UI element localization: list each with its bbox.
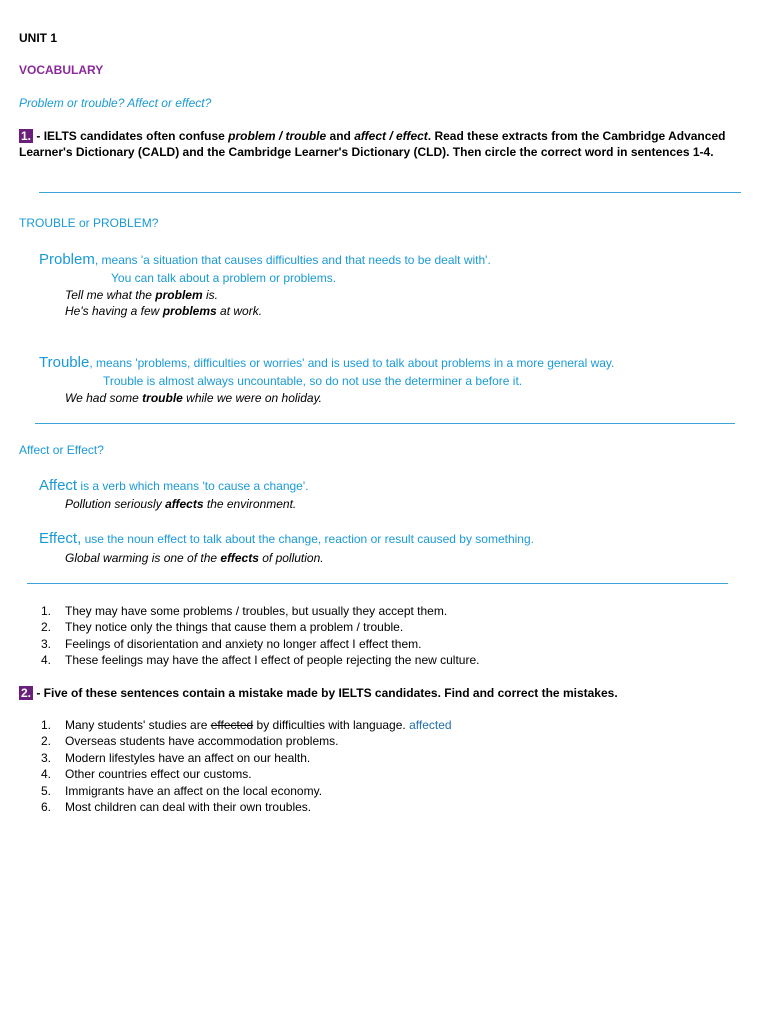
item-number: 3. [41,636,52,651]
ex-text: Pollution seriously [65,497,166,511]
unit-title: UNIT 1 [19,31,58,45]
exercise-1-number: 1. [21,129,32,143]
ex-text: Global warming is one of the [65,551,221,565]
problem-example-2 [65,303,262,319]
affect-example [65,496,296,512]
item-number: 6. [41,799,52,814]
list-item [19,783,452,799]
list-item [19,636,479,652]
effect-example [65,550,324,566]
item-number: 1. [41,718,52,732]
ex-text: the environment. [203,497,297,511]
item-text: Modern lifestyles have an affect on our health. [65,750,311,765]
trouble-def: , means 'problems, difficulties or worries' and is used to talk about problems in a more general way. [89,356,615,370]
ex-text: of pollution. [258,551,324,565]
divider [39,192,741,193]
trouble-definition [39,355,614,371]
problem-definition [39,252,491,268]
affect-word: Affect [39,477,78,494]
item-number: 1. [41,604,52,618]
list-item [19,619,479,635]
ex-keyword: problems [162,304,217,318]
instr-part-2: problem / trouble [228,129,327,143]
item-text: These feelings may have the affect I effect of people rejecting the new culture. [65,653,480,668]
ex-keyword: trouble [142,391,183,405]
item-text: Most children can deal with their own troubles. [65,799,312,814]
problem-word: Problem [39,251,95,268]
item-number: 3. [41,750,52,765]
ex-text: He's having a few [65,304,163,318]
item-text: They notice only the things that cause them a problem / trouble. [65,620,404,635]
trouble-note: Trouble is almost always uncountable, so do not use the determiner a before it. [103,374,523,388]
correction-word: affected [409,718,452,732]
instr-part-5: . Read these extracts from the Cambridge Advanced [427,129,726,143]
ex-text: at work. [216,304,263,318]
struck-word: effected [210,718,254,732]
affect-def: is a verb which means 'to cause a change'. [77,479,309,493]
item-number: 2. [41,734,52,749]
problem-note: You can talk about a problem or problems. [111,271,337,285]
exercise-2-number: 2. [21,686,32,700]
instr-text: - Five of these sentences contain a mistake made by IELTS candidates. Find and correct the mistakes. [33,686,618,700]
item-text: Immigrants have an affect on the local economy. [65,783,323,798]
effect-word: Effect, [39,530,82,547]
item-text: Feelings of disorientation and anxiety no longer affect I effect them. [65,636,422,651]
divider [35,423,735,424]
list-item [19,603,479,619]
item-number: 4. [41,653,52,668]
ex-text: We had some [65,391,143,405]
list-item [19,652,479,668]
list-item [19,799,452,815]
item-text: by difficulties with language. [253,718,410,732]
list-item [19,717,452,733]
ex-keyword: problem [155,288,203,302]
ex-keyword: affects [165,497,204,511]
ex-text: is. [202,288,218,302]
trouble-example [65,390,322,406]
instr-part-3: and [326,129,355,143]
section-title: VOCABULARY [19,63,104,77]
instr-dash: - [33,129,44,143]
affect-effect-heading: Affect or Effect? [19,443,104,457]
effect-definition [39,531,534,547]
exercise-1-sentences [19,603,479,669]
instr-part-4: affect / effect [354,129,428,143]
subtitle: Problem or trouble? Affect or effect? [19,96,212,110]
item-text: Other countries effect our customs. [65,767,252,782]
list-item [19,733,452,749]
affect-definition [39,478,308,494]
ex-text: while we were on holiday. [182,391,323,405]
effect-def: use the noun effect to talk about the change, reaction or result caused by something. [81,532,534,546]
item-number: 4. [41,767,52,782]
item-number: 5. [41,783,52,798]
exercise-2-instruction [19,685,618,701]
trouble-word: Trouble [39,354,90,371]
divider [27,583,728,584]
problem-def: , means 'a situation that causes difficulties and that needs to be dealt with'. [94,253,491,267]
list-item [19,750,452,766]
ex-text: Tell me what the [65,288,156,302]
ex-keyword: effects [220,551,259,565]
item-text: Many students' studies are [65,718,211,732]
exercise-1-instruction [19,128,725,144]
exercise-2-sentences [19,717,452,815]
list-item [19,766,452,782]
instr-part-1: IELTS candidates often confuse [43,129,229,143]
exercise-1-instruction-line2: Learner's Dictionary (CALD) and the Cambridge Learner's Dictionary (CLD). Then circle the correct word in sentences 1-4. [19,145,714,159]
item-text: They may have some problems / troubles, but usually they accept them. [65,604,448,618]
item-text: Overseas students have accommodation problems. [65,734,339,749]
trouble-problem-heading: TROUBLE or PROBLEM? [19,216,159,230]
item-number: 2. [41,620,52,635]
problem-example-1 [65,287,218,303]
